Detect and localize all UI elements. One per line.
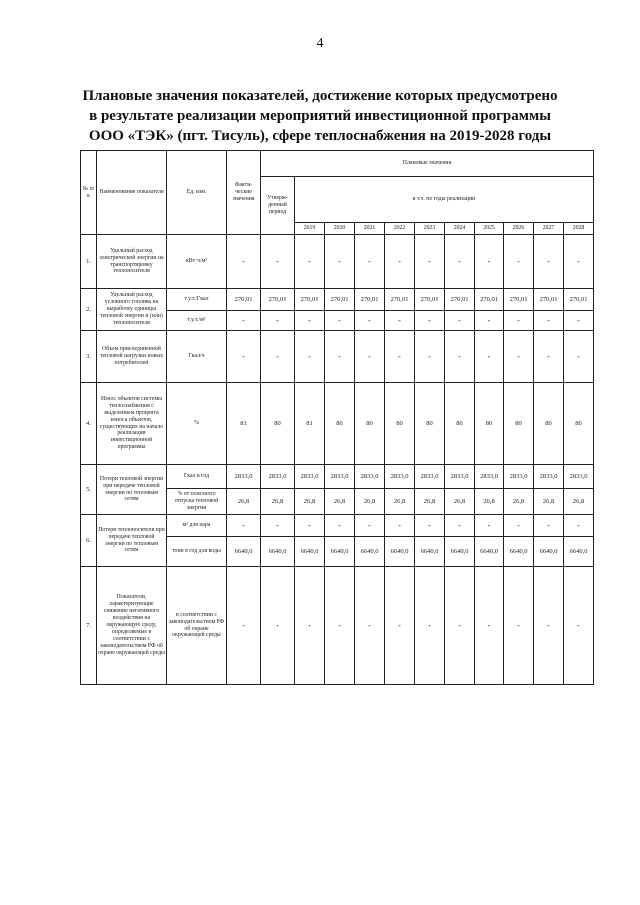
value-cell: -	[385, 515, 415, 537]
value-cell: -	[534, 235, 564, 289]
header-year-2026: 2026	[504, 223, 534, 235]
value-cell: 6640,0	[227, 537, 261, 567]
unit-cell: кВт·ч/м³	[167, 235, 227, 289]
value-cell: 26,8	[504, 489, 534, 515]
value-cell: -	[534, 515, 564, 537]
unit-cell: т.у.т./м³	[167, 311, 227, 331]
value-cell: -	[445, 311, 475, 331]
value-cell: -	[325, 311, 355, 331]
value-cell: 80	[445, 383, 475, 465]
indicator-name: Удельный расход условного топлива на выработку единицы тепловой энергии и (или) теплоносителя	[97, 289, 167, 331]
value-cell: -	[475, 331, 504, 383]
value-cell: 6640,0	[504, 537, 534, 567]
value-cell: -	[227, 567, 261, 685]
value-cell: 270,01	[564, 289, 594, 311]
header-year-2023: 2023	[415, 223, 445, 235]
value-cell: 2833,0	[534, 465, 564, 489]
value-cell: -	[504, 311, 534, 331]
unit-cell: %	[167, 383, 227, 465]
header-year-2020: 2020	[325, 223, 355, 235]
value-cell: -	[295, 331, 325, 383]
value-cell: -	[295, 567, 325, 685]
value-cell: -	[261, 311, 295, 331]
value-cell: 6640,0	[261, 537, 295, 567]
value-cell: -	[564, 235, 594, 289]
value-cell: -	[415, 311, 445, 331]
value-cell: 270,01	[475, 289, 504, 311]
value-cell: 80	[385, 383, 415, 465]
value-cell: -	[227, 515, 261, 537]
indicator-name: Износ объектов системы теплоснабжения с выделением процента износа объектов, существующих на начало реализации инвестиционной программы	[97, 383, 167, 465]
header-actual: Факти-ческие значения	[227, 151, 261, 235]
value-cell: 6640,0	[355, 537, 385, 567]
value-cell: 2833,0	[227, 465, 261, 489]
page-number: 4	[316, 36, 324, 51]
value-cell: 6640,0	[415, 537, 445, 567]
value-cell: -	[475, 567, 504, 685]
table-row	[81, 515, 594, 537]
value-cell: -	[504, 515, 534, 537]
value-cell: 26,8	[385, 489, 415, 515]
value-cell: 270,01	[355, 289, 385, 311]
value-cell: 2833,0	[385, 465, 415, 489]
title-line-1: Плановые значения показателей, достижение которых предусмотрено	[82, 88, 558, 104]
value-cell: 2833,0	[445, 465, 475, 489]
value-cell: 6640,0	[295, 537, 325, 567]
header-indicator-name: Наименование показателя	[97, 151, 167, 235]
value-cell: 2833,0	[261, 465, 295, 489]
value-cell: 270,01	[534, 289, 564, 311]
title-line-2: в результате реализации мероприятий инвестиционной программы	[89, 108, 551, 124]
value-cell: -	[295, 311, 325, 331]
value-cell: -	[445, 331, 475, 383]
value-cell: 26,8	[295, 489, 325, 515]
header-unit: Ед. изм.	[167, 151, 227, 235]
value-cell: -	[415, 331, 445, 383]
value-cell: 270,01	[504, 289, 534, 311]
row-number: 3.	[81, 331, 97, 383]
value-cell: -	[355, 311, 385, 331]
indicator-name: Потери тепловой энергии при передаче тепловой энергии по тепловым сетям	[97, 465, 167, 515]
value-cell: -	[415, 235, 445, 289]
value-cell: 26,8	[325, 489, 355, 515]
value-cell: 2833,0	[415, 465, 445, 489]
value-cell: -	[227, 331, 261, 383]
value-cell: 80	[534, 383, 564, 465]
indicators-table-wrapper	[80, 150, 594, 685]
header-year-2027: 2027	[534, 223, 564, 235]
value-cell: 26,8	[261, 489, 295, 515]
row-number: 4.	[81, 383, 97, 465]
unit-cell: м³ для пара	[167, 515, 227, 537]
value-cell: -	[564, 567, 594, 685]
unit-cell: тонн в год для воды	[167, 537, 227, 567]
value-cell: -	[385, 331, 415, 383]
value-cell: -	[355, 567, 385, 685]
value-cell: -	[261, 515, 295, 537]
header-row-1	[81, 151, 594, 177]
row-number: 6.	[81, 515, 97, 567]
unit-cell: Гкал/ч	[167, 331, 227, 383]
value-cell: -	[325, 235, 355, 289]
row-number: 2.	[81, 289, 97, 331]
row-number: 1.	[81, 235, 97, 289]
value-cell: -	[261, 235, 295, 289]
value-cell: 80	[415, 383, 445, 465]
value-cell: -	[355, 235, 385, 289]
unit-cell: Гкал в год	[167, 465, 227, 489]
value-cell: -	[475, 235, 504, 289]
value-cell: -	[415, 567, 445, 685]
value-cell: 6640,0	[325, 537, 355, 567]
table-row	[81, 567, 594, 685]
value-cell: 26,8	[355, 489, 385, 515]
header-by-year: в т.ч. по годы реализации	[295, 177, 594, 223]
value-cell: -	[227, 311, 261, 331]
indicator-name: Показатели, характеризующие снижение негативного воздействия на окружающую среду, определяемые в соответствии с законодательством РФ об охране окружающей среды	[97, 567, 167, 685]
value-cell: 270,01	[227, 289, 261, 311]
value-cell: -	[261, 567, 295, 685]
unit-cell: % от полезного отпуска тепловой энергии	[167, 489, 227, 515]
value-cell: -	[415, 515, 445, 537]
value-cell: -	[355, 515, 385, 537]
value-cell: 26,8	[445, 489, 475, 515]
value-cell: 26,8	[415, 489, 445, 515]
value-cell: -	[564, 331, 594, 383]
value-cell: -	[475, 311, 504, 331]
value-cell: -	[227, 235, 261, 289]
header-year-2019: 2019	[295, 223, 325, 235]
value-cell: 2833,0	[564, 465, 594, 489]
header-year-2021: 2021	[355, 223, 385, 235]
value-cell: -	[445, 235, 475, 289]
table-row	[81, 289, 594, 311]
unit-cell: т.у.т./Гкал	[167, 289, 227, 311]
table-row	[81, 235, 594, 289]
header-approved-period: Утверж-денный период	[261, 177, 295, 235]
indicator-name: Удельный расход электрической энергии на транспортировку теплоносителя	[97, 235, 167, 289]
value-cell: 26,8	[534, 489, 564, 515]
table-row	[81, 383, 594, 465]
value-cell: 81	[295, 383, 325, 465]
value-cell: -	[475, 515, 504, 537]
value-cell: -	[355, 331, 385, 383]
header-year-2024: 2024	[445, 223, 475, 235]
value-cell: -	[564, 311, 594, 331]
row-number: 5.	[81, 465, 97, 515]
value-cell: 270,01	[445, 289, 475, 311]
value-cell: 270,01	[415, 289, 445, 311]
value-cell: -	[385, 235, 415, 289]
header-num: № п/к	[81, 151, 97, 235]
value-cell: 80	[355, 383, 385, 465]
value-cell: -	[504, 235, 534, 289]
title-line-3: ООО «ТЭК» (пгт. Тисуль), сфере теплоснабжения на 2019-2028 годы	[88, 128, 552, 144]
value-cell: 2833,0	[355, 465, 385, 489]
value-cell: -	[504, 331, 534, 383]
value-cell: 270,01	[325, 289, 355, 311]
value-cell: -	[445, 515, 475, 537]
value-cell: 2833,0	[504, 465, 534, 489]
value-cell: 80	[564, 383, 594, 465]
value-cell: -	[385, 311, 415, 331]
document-title	[60, 86, 580, 146]
unit-cell: в соответствии с законодательством РФ об охране окружающей среды	[167, 567, 227, 685]
row-number: 7.	[81, 567, 97, 685]
header-year-2022: 2022	[385, 223, 415, 235]
value-cell: -	[295, 235, 325, 289]
value-cell: 80	[504, 383, 534, 465]
table-row	[81, 465, 594, 489]
value-cell: 6640,0	[475, 537, 504, 567]
value-cell: -	[325, 567, 355, 685]
value-cell: 26,8	[227, 489, 261, 515]
indicator-name: Потери теплоносителя при передаче тепловой энергии по тепловым сетям	[97, 515, 167, 567]
value-cell: 270,01	[261, 289, 295, 311]
value-cell: 26,8	[564, 489, 594, 515]
value-cell: 6640,0	[445, 537, 475, 567]
table-row	[81, 331, 594, 383]
value-cell: -	[534, 567, 564, 685]
value-cell: 270,01	[295, 289, 325, 311]
indicator-name: Объем присоединенной тепловой нагрузки новых потребителей	[97, 331, 167, 383]
value-cell: -	[325, 331, 355, 383]
header-year-2025: 2025	[475, 223, 504, 235]
header-year-2028: 2028	[564, 223, 594, 235]
value-cell: 26,8	[475, 489, 504, 515]
value-cell: 6640,0	[534, 537, 564, 567]
header-planned: Плановые значения	[261, 151, 594, 177]
value-cell: 2833,0	[475, 465, 504, 489]
value-cell: -	[534, 311, 564, 331]
value-cell: -	[295, 515, 325, 537]
indicators-table	[80, 150, 594, 685]
value-cell: -	[261, 331, 295, 383]
value-cell: 2833,0	[325, 465, 355, 489]
value-cell: -	[504, 567, 534, 685]
value-cell: 80	[325, 383, 355, 465]
value-cell: -	[325, 515, 355, 537]
value-cell: -	[445, 567, 475, 685]
value-cell: 80	[475, 383, 504, 465]
value-cell: -	[564, 515, 594, 537]
value-cell: 270,01	[385, 289, 415, 311]
value-cell: 6640,0	[385, 537, 415, 567]
value-cell: 80	[261, 383, 295, 465]
value-cell: 81	[227, 383, 261, 465]
value-cell: -	[385, 567, 415, 685]
value-cell: 6640,0	[564, 537, 594, 567]
value-cell: -	[534, 331, 564, 383]
value-cell: 2833,0	[295, 465, 325, 489]
